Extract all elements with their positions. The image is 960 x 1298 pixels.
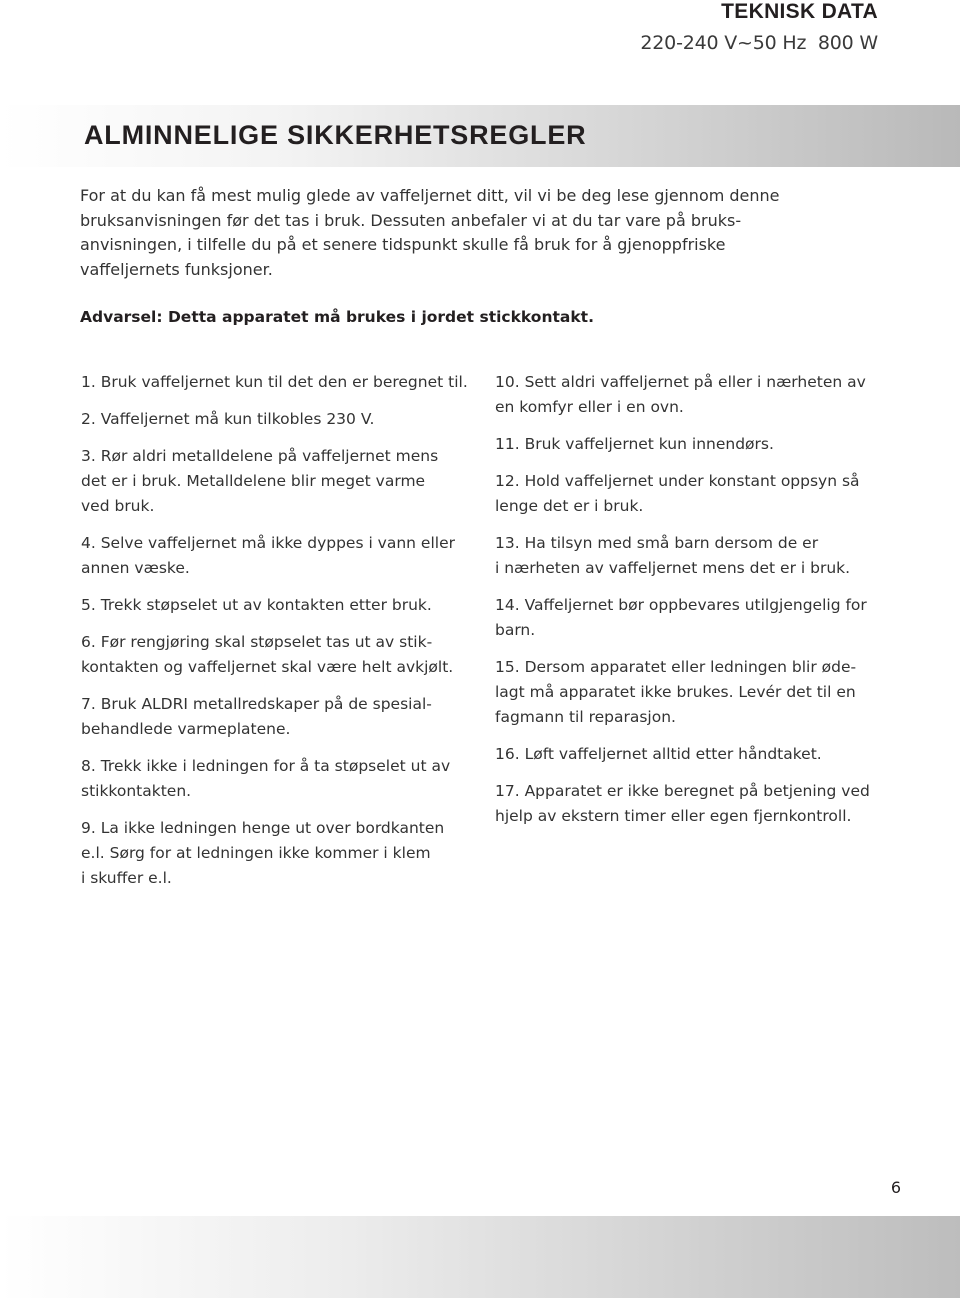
- safety-rule: [81, 370, 471, 395]
- tech-title: TEKNISK DATA: [721, 0, 878, 23]
- safety-rule-line: 14. Vaffeljernet bør oppbevares utilgjengelig for: [495, 596, 867, 614]
- safety-rule-line: 7. Bruk ALDRI metallredskaper på de spesial-: [81, 695, 432, 713]
- rules-right-column: [495, 370, 895, 841]
- safety-rule-line: 15. Dersom apparatet eller ledningen blir øde-: [495, 658, 857, 676]
- safety-rule-line: annen væske.: [81, 559, 190, 577]
- safety-rule: [81, 407, 471, 432]
- safety-rule-line: 17. Apparatet er ikke beregnet på betjening ved: [495, 782, 870, 800]
- safety-rule: [81, 630, 471, 680]
- safety-rule: [81, 816, 471, 891]
- safety-rule: [495, 655, 895, 730]
- intro-line: vaffeljernets funksjoner.: [80, 259, 273, 279]
- intro-line: bruksanvisningen før det tas i bruk. Dessuten anbefaler vi at du tar vare på bruks-: [80, 210, 742, 230]
- safety-rule-line: 10. Sett aldri vaffeljernet på eller i nærheten av: [495, 373, 866, 391]
- safety-rule: [81, 593, 471, 618]
- safety-rule: [495, 469, 895, 519]
- safety-rule: [495, 370, 895, 420]
- safety-rule-line: kontakten og vaffeljernet skal være helt avkjølt.: [81, 658, 454, 676]
- safety-rule-line: 16. Løft vaffeljernet alltid etter håndtaket.: [495, 745, 822, 763]
- safety-rule-line: ved bruk.: [81, 497, 155, 515]
- safety-rule-line: i skuffer e.l.: [81, 869, 172, 887]
- safety-rule-line: 4. Selve vaffeljernet må ikke dyppes i vann eller: [81, 534, 455, 552]
- safety-rule: [495, 432, 895, 457]
- safety-rule-line: 12. Hold vaffeljernet under konstant oppsyn så: [495, 472, 860, 490]
- safety-rule-line: 8. Trekk ikke i ledningen for å ta støpselet ut av: [81, 757, 451, 775]
- safety-rule-line: 9. La ikke ledningen henge ut over bordkanten: [81, 819, 445, 837]
- safety-rule-line: lenge det er i bruk.: [495, 497, 644, 515]
- safety-rule: [495, 531, 895, 581]
- safety-rule: [495, 742, 895, 767]
- intro-line: For at du kan få mest mulig glede av vaffeljernet ditt, vil vi be deg lese gjennom denne: [80, 186, 780, 205]
- warning-text: Advarsel: Detta apparatet må brukes i jordet stickkontakt.: [80, 308, 594, 326]
- tech-spec: 220-240 V~50 Hz 800 W: [640, 32, 878, 54]
- safety-rule-line: 5. Trekk støpselet ut av kontakten etter bruk.: [81, 596, 432, 614]
- intro-paragraph: [80, 184, 900, 282]
- rules-left-column: [81, 370, 471, 903]
- safety-rule-line: stikkontakten.: [81, 782, 192, 800]
- safety-rule-line: barn.: [495, 621, 536, 639]
- safety-rule-line: 2. Vaffeljernet må kun tilkobles 230 V.: [81, 410, 375, 428]
- intro-line: anvisningen, i tilfelle du på et senere tidspunkt skulle få bruk for å gjenoppfriske: [80, 235, 726, 254]
- safety-rule: [81, 444, 471, 519]
- safety-rule-line: lagt må apparatet ikke brukes. Levér det til en: [495, 683, 856, 701]
- safety-rule-line: 3. Rør aldri metalldelene på vaffeljernet mens: [81, 447, 439, 465]
- footer-band: [0, 1216, 960, 1298]
- safety-rule-line: behandlede varmeplatene.: [81, 720, 291, 738]
- safety-rule-line: 11. Bruk vaffeljernet kun innendørs.: [495, 435, 774, 453]
- safety-rule-line: e.l. Sørg for at ledningen ikke kommer i klem: [81, 844, 431, 862]
- section-title: ALMINNELIGE SIKKERHETSREGLER: [84, 120, 587, 150]
- safety-rule-line: fagmann til reparasjon.: [495, 708, 676, 726]
- safety-rule: [81, 531, 471, 581]
- safety-rule-line: i nærheten av vaffeljernet mens det er i bruk.: [495, 559, 851, 577]
- safety-rule-line: det er i bruk. Metalldelene blir meget varme: [81, 472, 426, 490]
- safety-rule: [81, 692, 471, 742]
- safety-rule-line: 1. Bruk vaffeljernet kun til det den er beregnet til.: [81, 373, 468, 391]
- safety-rule-line: 6. Før rengjøring skal støpselet tas ut av stik-: [81, 633, 433, 651]
- safety-rule: [81, 754, 471, 804]
- safety-rule: [495, 779, 895, 829]
- safety-rule-line: hjelp av ekstern timer eller egen fjernkontroll.: [495, 807, 852, 825]
- safety-rule-line: en komfyr eller i en ovn.: [495, 398, 684, 416]
- page-number: 6: [890, 1178, 901, 1197]
- safety-rule-line: 13. Ha tilsyn med små barn dersom de er: [495, 534, 819, 552]
- safety-rule: [495, 593, 895, 643]
